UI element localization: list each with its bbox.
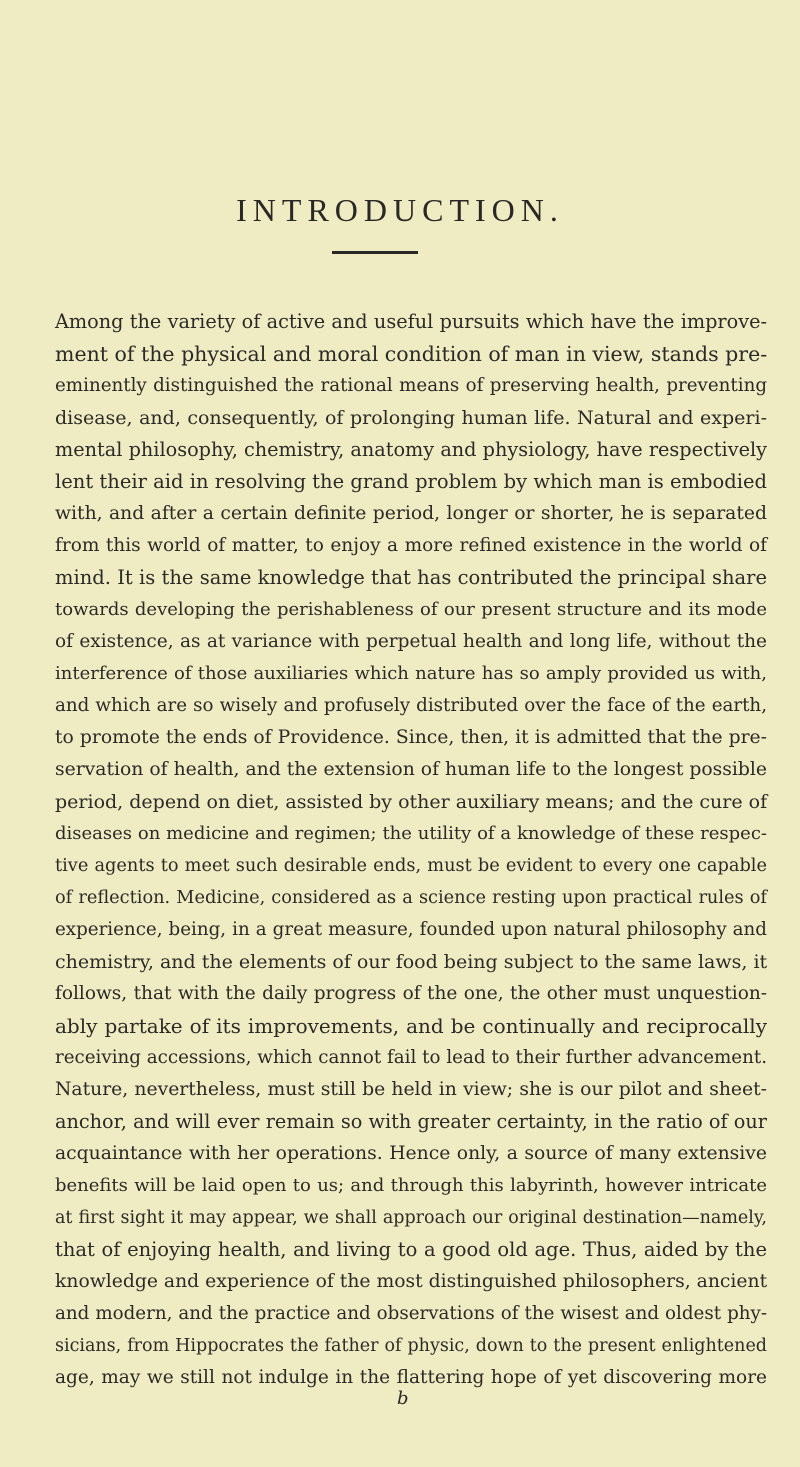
text-line: mind. It is the same knowledge that has contributed the principal share <box>55 566 767 589</box>
text-line: and which are so wisely and profusely distributed over the face of the earth, <box>55 695 767 716</box>
text-line: age, may we still not indulge in the flattering hope of yet discovering more <box>55 1367 767 1388</box>
text-line: to promote the ends of Providence. Since, then, it is admitted that the pre- <box>55 727 767 748</box>
text-line: anchor, and will ever remain so with greater certainty, in the ratio of our <box>55 1110 767 1133</box>
text-line: mental philosophy, chemistry, anatomy and physiology, have respectively <box>55 438 767 461</box>
text-line: benefits will be laid open to us; and through this labyrinth, however intricate <box>55 1175 767 1196</box>
text-line: ment of the physical and moral condition of man in view, stands pre- <box>55 342 768 366</box>
text-line: Nature, nevertheless, must still be held in view; she is our pilot and sheet- <box>55 1079 767 1100</box>
text-line: eminently distinguished the rational means of preserving health, preventing <box>55 375 767 396</box>
text-line: servation of health, and the extension of human life to the longest possible <box>55 759 767 780</box>
text-line: follows, that with the daily progress of the one, the other must unquestion- <box>55 983 767 1004</box>
text-line: lent their aid in resolving the grand problem by which man is embodied <box>55 470 767 493</box>
text-line: ably partake of its improvements, and be continually and reciprocally <box>55 1014 767 1038</box>
text-line: from this world of matter, to enjoy a more refined existence in the world of <box>55 535 767 556</box>
text-line: receiving accessions, which cannot fail to lead to their further advancement. <box>55 1047 767 1068</box>
text-line: sicians, from Hippocrates the father of physic, down to the present enlightened <box>55 1336 767 1356</box>
signature-mark: b <box>397 1388 409 1409</box>
text-line: experience, being, in a great measure, founded upon natural philosophy and <box>55 919 767 940</box>
text-line: and modern, and the practice and observations of the wisest and oldest phy- <box>55 1303 767 1324</box>
text-line: that of enjoying health, and living to a good old age. Thus, aided by the <box>55 1238 767 1261</box>
text-line: of reflection. Medicine, considered as a science resting upon practical rules of <box>55 888 767 908</box>
text-line: chemistry, and the elements of our food being subject to the same laws, it <box>55 951 768 973</box>
text-line: diseases on medicine and regimen; the utility of a knowledge of these respec- <box>55 823 767 844</box>
text-line: disease, and, consequently, of prolonging human life. Natural and experi- <box>55 407 767 429</box>
text-line: interference of those auxiliaries which nature has so amply provided us with, <box>55 663 767 684</box>
text-line: of existence, as at variance with perpetual health and long life, without the <box>55 631 767 652</box>
text-line: knowledge and experience of the most distinguished philosophers, ancient <box>55 1271 768 1292</box>
body-text <box>55 306 767 1394</box>
text-line: at first sight it may appear, we shall approach our original destination—namely, <box>55 1208 767 1228</box>
text-line: with, and after a certain definite period, longer or shorter, he is separated <box>55 503 767 524</box>
page-title: INTRODUCTION. <box>236 192 564 228</box>
text-line: tive agents to meet such desirable ends, must be evident to every one capable <box>55 856 767 876</box>
text-line: towards developing the perishableness of our present structure and its mode <box>55 599 767 620</box>
text-line: acquaintance with her operations. Hence only, a source of many extensive <box>55 1143 767 1164</box>
text-line: period, depend on diet, assisted by other auxiliary means; and the cure of <box>55 791 768 813</box>
text-line: Among the variety of active and useful pursuits which have the improve- <box>55 310 767 333</box>
title-rule-divider <box>332 251 418 254</box>
